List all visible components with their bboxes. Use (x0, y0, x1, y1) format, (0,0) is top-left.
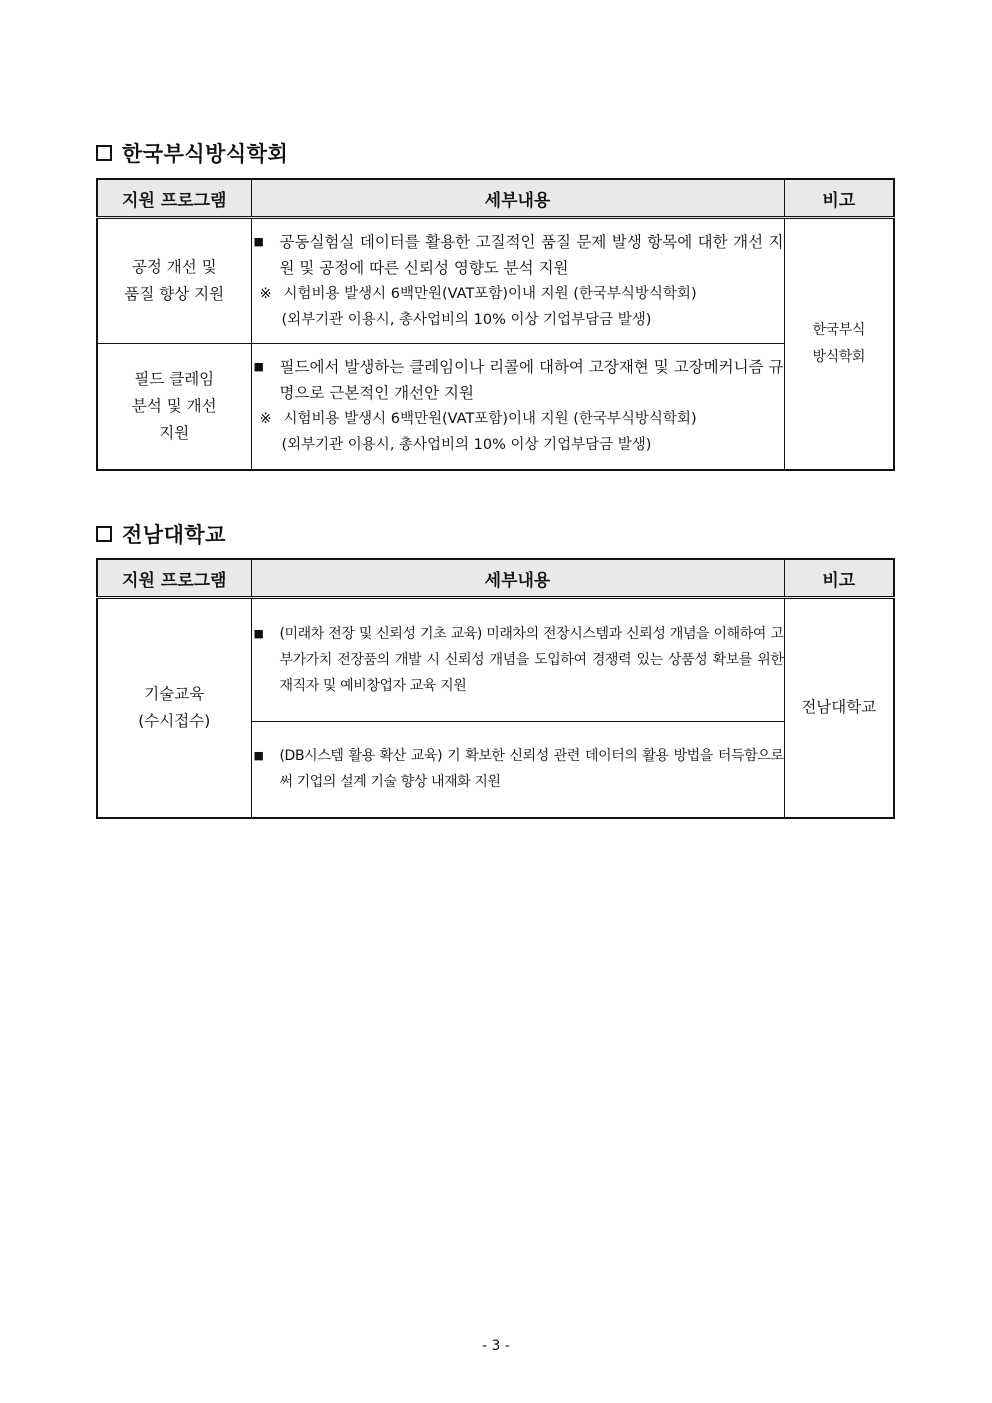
header-detail: 세부내용 (251, 559, 784, 598)
section-1-title-text: 한국부식방식학회 (122, 142, 289, 166)
program-cell: 기술교육 (수시접수) (97, 598, 251, 818)
note-sub-line: (외부기관 이용시, 총사업비의 10% 이상 기업부담금 발생) (281, 437, 652, 454)
reference-mark-icon: ※ (259, 411, 272, 428)
table-header-row (97, 179, 894, 218)
header-note: 비고 (784, 559, 894, 598)
section-1-title (96, 138, 288, 168)
checkbox-icon (96, 526, 112, 542)
note-line: ※ 시험비용 발생시 6백만원(VAT포함)이내 지원 (한국부식방식학회) (252, 281, 784, 307)
list-item: ■ 필드에서 발생하는 클레임이나 리콜에 대하여 고장재현 및 고장메커니즘 규명으로 근본적인 개선안 지원 (252, 354, 784, 406)
note-sub-line: (외부기관 이용시, 총사업비의 10% 이상 기업부담금 발생) (281, 312, 652, 328)
table-header-row (97, 559, 894, 598)
reference-mark-icon: ※ (259, 286, 272, 302)
detail-cell (251, 218, 784, 344)
bullet-icon: ■ (253, 627, 264, 640)
remark-cell: 한국부식 방식학회 (784, 218, 894, 470)
table-row (97, 218, 894, 344)
table-row (97, 344, 894, 470)
section-2-title (96, 519, 226, 549)
remark-cell: 전남대학교 (784, 598, 894, 818)
program-cell: 공정 개선 및 품질 향상 지원 (97, 218, 251, 344)
note-line: ※ 시험비용 발생시 6백만원(VAT포함)이내 지원 (한국부식방식학회) (252, 406, 784, 432)
bullet-icon: ■ (253, 360, 264, 374)
list-item: ■ (DB시스템 활용 확산 교육) 기 확보한 신뢰성 관련 데이터의 활용 방법을 터득함으로써 기업의 설계 기술 향상 내재화 지원 (252, 743, 784, 795)
page-number: - 3 - (482, 1338, 510, 1354)
checkbox-icon (96, 145, 112, 161)
table-row (97, 598, 894, 722)
list-item: ■ 공동실험실 데이터를 활용한 고질적인 품질 문제 발생 항목에 대한 개선 지원 및 공정에 따른 신뢰성 영향도 분석 지원 (252, 229, 784, 281)
header-program: 지원 프로그램 (97, 179, 251, 218)
section-1-table (96, 178, 895, 471)
header-program: 지원 프로그램 (97, 559, 251, 598)
header-note: 비고 (784, 179, 894, 218)
section-2-title-text: 전남대학교 (122, 523, 226, 547)
program-cell: 필드 클레임 분석 및 개선 지원 (97, 344, 251, 470)
detail-cell (251, 722, 784, 818)
list-item: ■ (미래차 전장 및 신뢰성 기초 교육) 미래차의 전장시스템과 신뢰성 개념을 이해하여 고부가가치 전장품의 개발 시 신뢰성 개념을 도입하여 경쟁력 있는 상품성 확보를 위한 재직자 및 예비창업자 교육 지원 (252, 621, 784, 699)
bullet-icon: ■ (253, 749, 264, 763)
header-detail: 세부내용 (251, 179, 784, 218)
detail-cell (251, 344, 784, 470)
bullet-icon: ■ (253, 235, 264, 248)
section-2-table (96, 558, 895, 819)
detail-cell (251, 598, 784, 722)
